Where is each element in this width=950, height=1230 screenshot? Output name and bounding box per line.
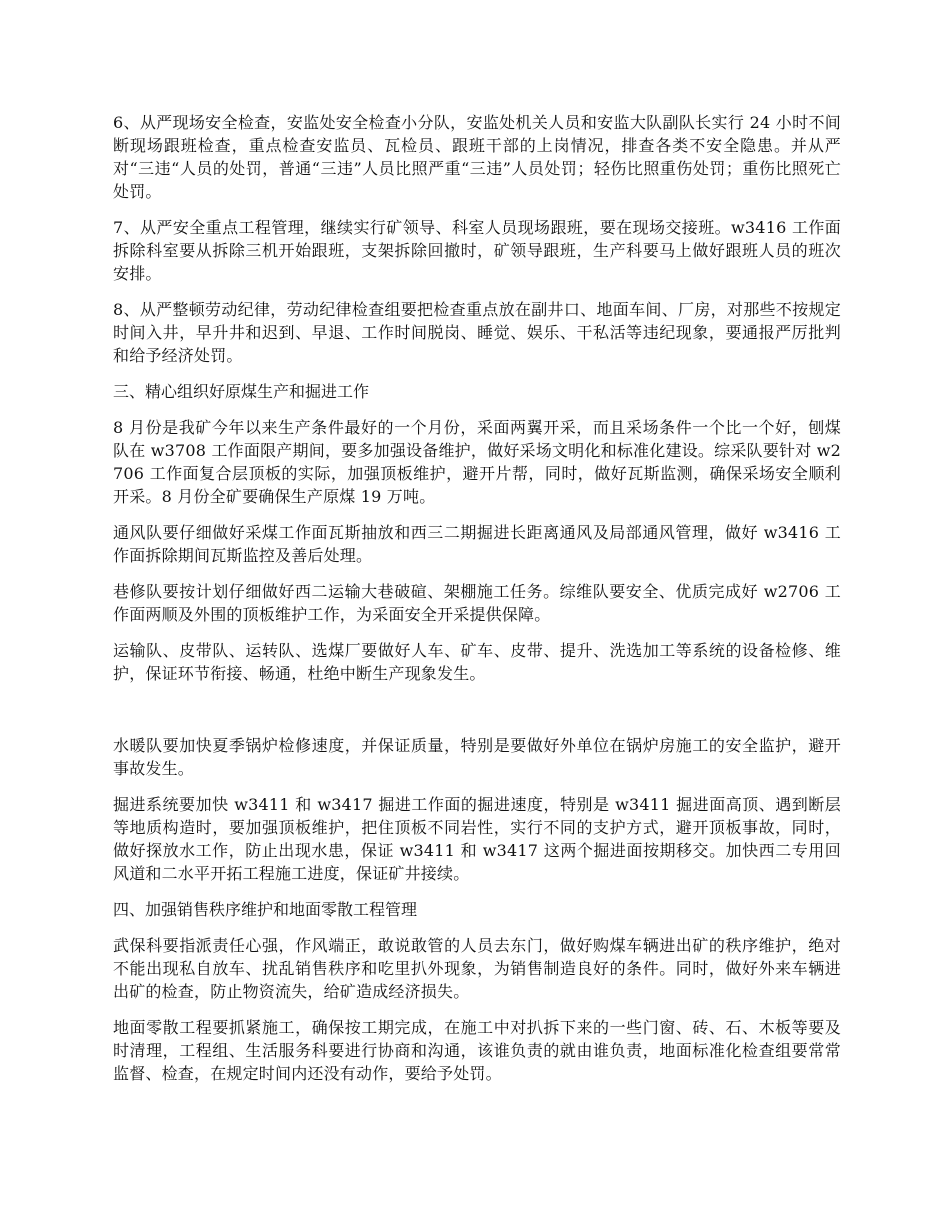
paragraph-security: 武保科要指派责任心强，作风端正，敢说敢管的人员去东门，做好购煤车辆进出矿的秩序维护，绝对不能出现私自放车、扰乱销售秩序和吃里扒外现象，为销售制造良好的条件。同时，做好外来车辆进出矿的检查，防止物资流失，给矿造成经济损失。 — [113, 936, 841, 1001]
document-page — [113, 111, 841, 1098]
paragraph-8: 8、从严整顿劳动纪律，劳动纪律检查组要把检查重点放在副井口、地面车间、厂房，对那些不按规定时间入井，早升井和迟到、早退、工作时间脱岗、睡觉、娱乐、干私活等违纪现象，要通报严厉批判和给予经济处罚。 — [113, 300, 841, 365]
paragraph-excavation: 掘进系统要加快 w3411 和 w3417 掘进工作面的掘进速度，特别是 w3411 掘进面高顶、遇到断层等地质构造时，要加强顶板维护，把住顶板不同岩性，实行不同的支护方式，避开顶板事故，同时，做好探放水工作，防止出现水患，保证 w3411 和 w3417 这两个掘进面按期移交。加快西二专用回风道和二水平开拓工程施工进度，保证矿井接续。 — [113, 795, 841, 883]
paragraph-transport: 运输队、皮带队、运转队、选煤厂要做好人车、矿车、皮带、提升、洗选加工等系统的设备检修、维护，保证环节衔接、畅通，杜绝中断生产现象发生。 — [113, 641, 841, 683]
paragraph-6: 6、从严现场安全检查，安监处安全检查小分队，安监处机关人员和安监大队副队长实行 24 小时不间断现场跟班检查，重点检查安监员、瓦检员、跟班干部的上岗情况，排查各类不安全隐患。并从严对“三违“人员的处罚，普通“三违”人员比照严重“三违”人员处罚；轻伤比照重伤处罚；重伤比照死亡处罚。 — [113, 113, 841, 201]
section-heading-3: 三、精心组织好原煤生产和掘进工作 — [113, 382, 370, 401]
paragraph-roadway-repair: 巷修队要按计划仔细做好西二运输大巷破碹、架棚施工任务。综维队要安全、优质完成好 w2706 工作面两顺及外围的顶板维护工作，为采面安全开采提供保障。 — [113, 582, 841, 624]
paragraph-ground-works: 地面零散工程要抓紧施工，确保按工期完成，在施工中对扒拆下来的一些门窗、砖、石、木板等要及时清理，工程组、生活服务科要进行协商和沟通，该谁负责的就由谁负责，地面标准化检查组要常常监督、检查，在规定时间内还没有动作，要给予处罚。 — [113, 1018, 841, 1083]
paragraph-production: 8 月份是我矿今年以来生产条件最好的一个月份，采面两翼开采，而且采场条件一个比一个好，刨煤队在 w3708 工作面限产期间，要多加强设备维护，做好采场文明化和标准化建设。综采队要针对 w2706 工作面复合层顶板的实际，加强顶板维护，避开片帮，同时，做好瓦斯监测，确保采场安全顺利开采。8 月份全矿要确保生产原煤 19 万吨。 — [113, 418, 841, 506]
paragraph-heating: 水暖队要加快夏季锅炉检修速度，并保证质量，特别是要做好外单位在锅炉房施工的安全监护，避开事故发生。 — [113, 736, 841, 778]
section-heading-4: 四、加强销售秩序维护和地面零散工程管理 — [113, 900, 418, 919]
blank-gap — [113, 698, 841, 734]
paragraph-7: 7、从严安全重点工程管理，继续实行矿领导、科室人员现场跟班，要在现场交接班。w3416 工作面拆除科室要从拆除三机开始跟班，支架拆除回撤时，矿领导跟班，生产科要马上做好跟班人员的班次安排。 — [113, 218, 841, 283]
paragraph-ventilation: 通风队要仔细做好采煤工作面瓦斯抽放和西三二期掘进长距离通风及局部通风管理，做好 w3416 工作面拆除期间瓦斯监控及善后处理。 — [113, 523, 841, 565]
